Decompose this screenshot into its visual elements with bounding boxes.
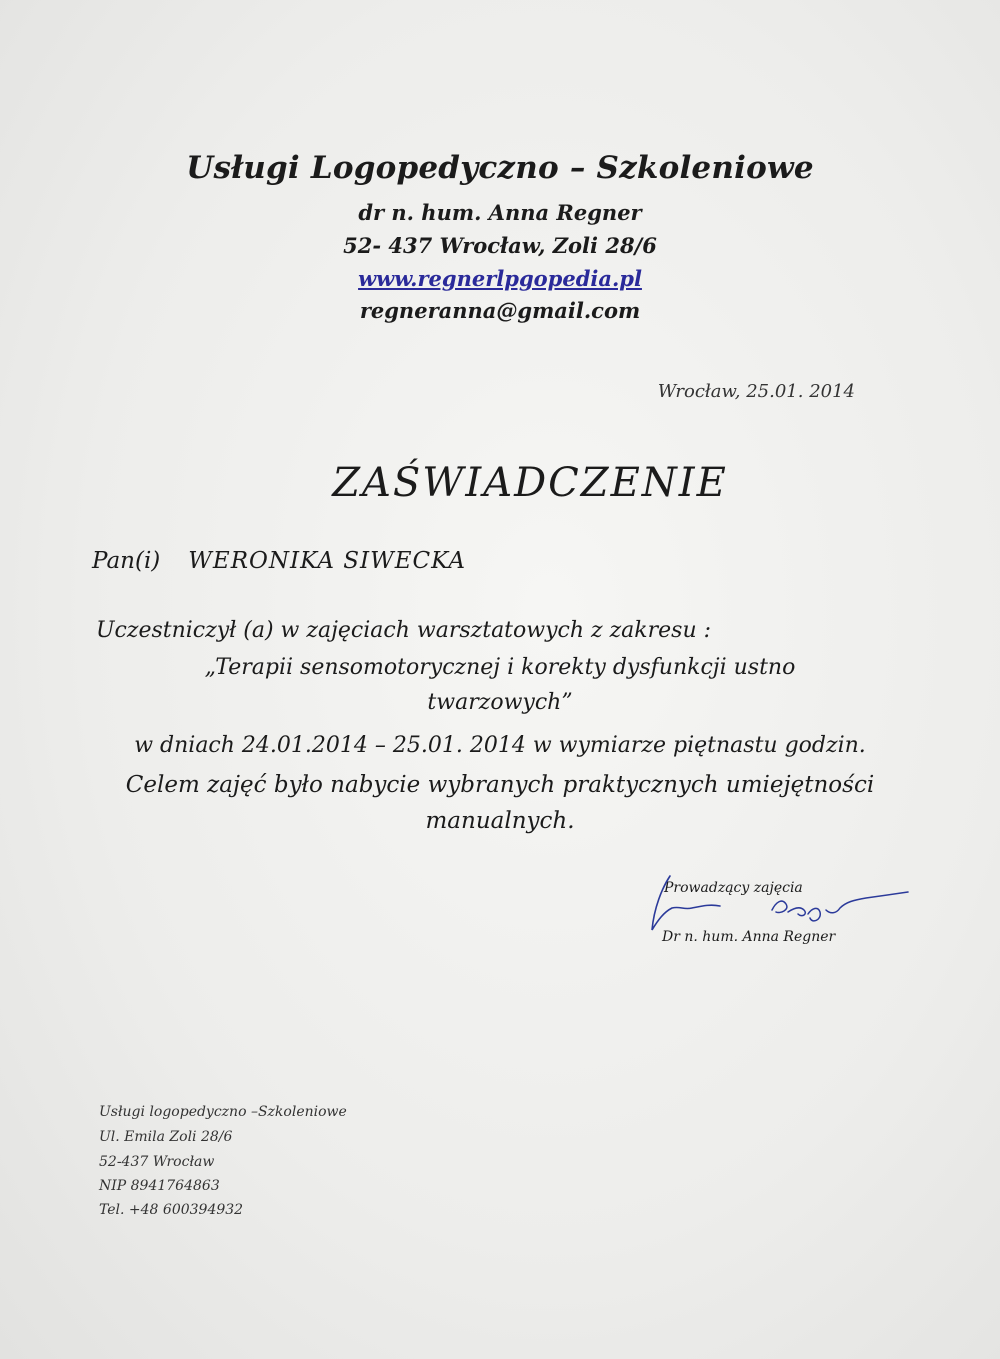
company-person: dr n. hum. Anna Regner: [358, 200, 642, 225]
signature-label: Prowadzący zajęcia: [664, 880, 803, 896]
footer-phone: Tel. +48 600394932: [99, 1202, 244, 1218]
recipient-prefix: Pan(i): [92, 548, 161, 574]
footer-city: 52-437 Wrocław: [99, 1154, 215, 1170]
body-line-2: „Terapii sensomotorycznej i korekty dysfunkcji ustno: [204, 655, 796, 680]
body-line-4: w dniach 24.01.2014 – 25.01. 2014 w wymiarze piętnastu godzin.: [134, 733, 866, 758]
footer-street: Ul. Emila Zoli 28/6: [99, 1129, 233, 1145]
issue-date: Wrocław, 25.01. 2014: [657, 381, 855, 402]
footer-company: Usługi logopedyczno –Szkoleniowe: [99, 1104, 347, 1120]
company-email: regneranna@gmail.com: [359, 298, 641, 323]
body-line-3: twarzowych”: [427, 690, 573, 715]
recipient-name: WERONIKA SIWECKA: [188, 548, 466, 574]
company-address: 52- 437 Wrocław, Zoli 28/6: [343, 233, 657, 258]
recipient-line: [92, 548, 466, 574]
signatory-name: Dr n. hum. Anna Regner: [662, 929, 836, 945]
body-line-5: Celem zajęć było nabycie wybranych praktycznych umiejętności: [125, 772, 875, 798]
body-line-1: Uczestniczył (a) w zajęciach warsztatowych z zakresu :: [96, 618, 712, 643]
company-website-link[interactable]: www.regnerlpgopedia.pl: [358, 266, 642, 291]
footer-nip: NIP 8941764863: [99, 1178, 220, 1194]
body-line-6: manualnych.: [425, 808, 575, 834]
company-name: Usługi Logopedyczno – Szkoleniowe: [186, 150, 814, 186]
document-title: ZAŚWIADCZENIE: [332, 460, 728, 506]
